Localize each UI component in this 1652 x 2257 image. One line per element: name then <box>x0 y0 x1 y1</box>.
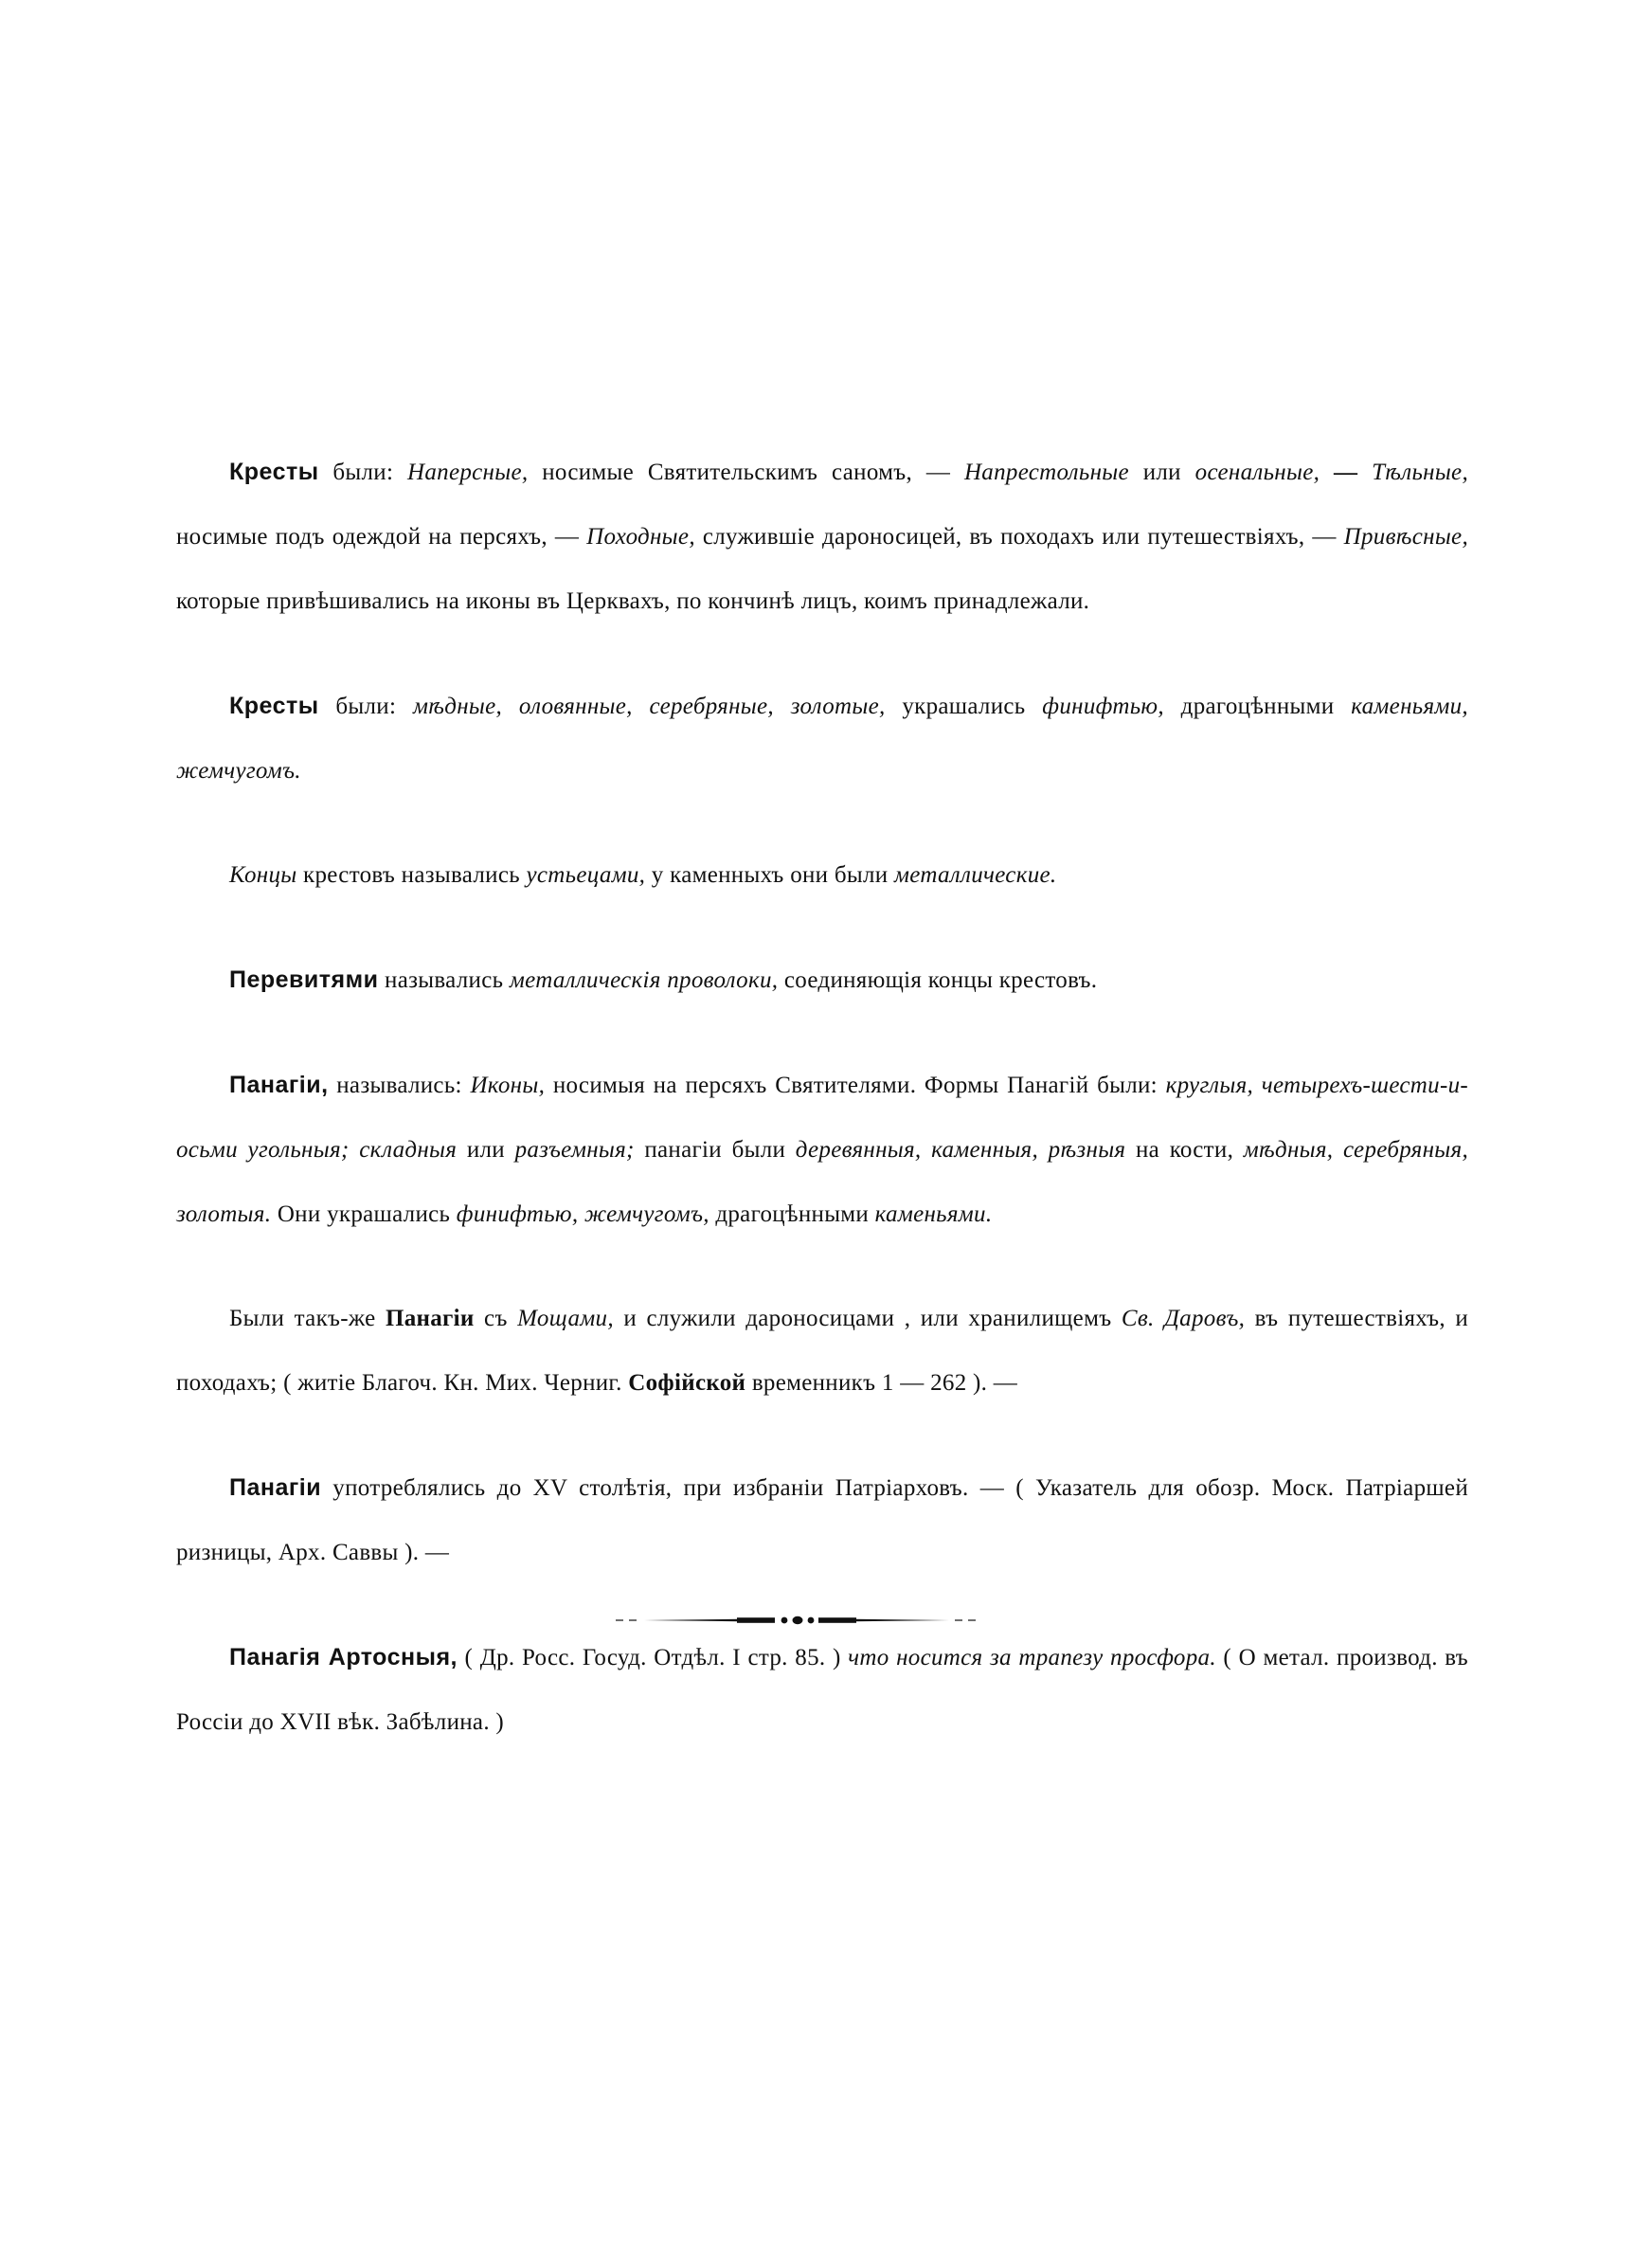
text-segment-normal: и служили дароносицами , или хранилищемъ <box>613 1306 1122 1331</box>
text-segment-term: Панагіи, <box>229 1072 329 1098</box>
text-segment-term: Перевитями <box>229 966 379 993</box>
text-segment-italic: серебряные, <box>649 694 774 719</box>
text-segment-italic: каменьями, жемчугомъ. <box>176 694 1468 784</box>
text-segment-italic: устьецами, <box>526 862 646 888</box>
text-segment-term: Панагія Артосныя, <box>229 1644 458 1670</box>
text-segment-normal: назывались <box>378 967 510 993</box>
text-segment-italic: Мощами, <box>517 1306 614 1331</box>
text-segment-normal: временникъ 1 — 262 ). — <box>745 1370 1018 1396</box>
text-segment-italic: Наперсные, <box>407 460 529 485</box>
text-segment-bold: — <box>1320 460 1373 485</box>
text-segment-normal: на кости, <box>1125 1137 1244 1163</box>
text-segment-normal <box>502 694 519 719</box>
text-segment-italic: финифтью, <box>1042 694 1164 719</box>
text-segment-normal: крестовъ назывались <box>296 862 527 888</box>
text-segment-italic: складныя <box>359 1137 458 1163</box>
text-segment-italic: что носится за трапезу просфора. <box>848 1645 1216 1670</box>
text-segment-term: Кресты <box>229 459 319 485</box>
paragraph-cross-ends <box>176 843 1468 908</box>
text-segment-normal: назывались: <box>328 1073 471 1098</box>
paragraph-panagia-artos <box>176 1625 1468 1755</box>
text-segment-normal <box>633 694 650 719</box>
text-segment-bold: Софійской <box>628 1370 746 1396</box>
text-segment-italic: Тѣльные, <box>1372 460 1468 485</box>
text-segment-normal: панагіи были <box>634 1137 796 1163</box>
text-segment-normal: съ <box>474 1306 518 1331</box>
text-segment-normal: были: <box>318 460 408 485</box>
text-segment-italic: деревянныя, каменныя, рѣзныя <box>795 1137 1126 1163</box>
text-segment-normal: драгоцѣнными <box>709 1201 875 1227</box>
paragraph-panagias-relics <box>176 1287 1468 1416</box>
text-segment-term: Панагіи <box>229 1474 322 1501</box>
text-segment-normal: въ путешествіяхъ, и походахъ; ( житіе Благоч. Кн. Мих. Черниг. <box>176 1306 1469 1396</box>
text-segment-normal: служившіе дароносицей, въ походахъ или путешествіяхъ, — <box>694 524 1344 550</box>
text-segment-italic: металлическія проволоки, <box>509 967 779 993</box>
text-segment-normal: драгоцѣнными <box>1163 694 1352 719</box>
text-segment-normal: носимыя на персяхъ Святителями. Формы Панагій были: <box>545 1073 1166 1098</box>
paragraph-crosses-types <box>176 440 1468 634</box>
text-segment-normal: употреблялись до XV столѣтія, при избраніи Патріарховъ. — ( Указатель для обозр. Моск. Патріаршей ризницы, Арх. Саввы ). — <box>176 1475 1468 1565</box>
text-segment-italic: золотые, <box>790 694 886 719</box>
text-segment-normal: соединяющія концы крестовъ. <box>778 967 1098 993</box>
paragraph-perevity <box>176 948 1468 1013</box>
text-segment-normal: которые привѣшивались на иконы въ Церквахъ, по кончинѣ лицъ, коимъ принадлежали. <box>176 588 1090 614</box>
text-segment-italic: металлические. <box>894 862 1057 888</box>
text-segment-italic: мѣдныя, серебряныя, золотыя. <box>176 1137 1468 1227</box>
text-segment-normal: у каменныхъ они были <box>645 862 895 888</box>
text-segment-normal: Были такъ-же <box>229 1306 386 1331</box>
text-segment-italic: Иконы, <box>470 1073 546 1098</box>
text-segment-italic: Св. Даровъ, <box>1121 1306 1246 1331</box>
text-segment-italic: Концы <box>229 862 297 888</box>
text-segment-normal: украшались <box>885 694 1043 719</box>
paragraph-panagias <box>176 1053 1468 1247</box>
text-block <box>176 440 1468 1795</box>
text-segment-bold: Панагіи <box>385 1306 475 1331</box>
text-segment-italic: оловянные, <box>518 694 633 719</box>
text-segment-normal: носимые подъ одеждой на персяхъ, — <box>176 524 587 550</box>
text-segment-normal: носимые Святительскимъ саномъ, — <box>528 460 964 485</box>
paragraph-crosses-materials <box>176 674 1468 803</box>
text-segment-normal: или <box>1128 460 1195 485</box>
text-segment-normal: или <box>457 1137 515 1163</box>
text-segment-normal <box>774 694 791 719</box>
text-segment-term: Кресты <box>229 693 319 719</box>
text-segment-italic: Привѣсные, <box>1343 524 1468 550</box>
text-segment-italic: осенальные, <box>1194 460 1320 485</box>
text-segment-normal: ( Др. Росс. Госуд. Отдѣл. I стр. 85. ) <box>458 1645 849 1670</box>
text-segment-normal <box>350 1137 360 1163</box>
text-segment-italic: круглыя, четырехъ-шести-и-осьми угольныя; <box>176 1073 1469 1163</box>
paragraph-panagias-usage <box>176 1455 1468 1585</box>
text-segment-italic: финифтью, жемчугомъ, <box>456 1201 709 1227</box>
text-segment-italic: мѣдные, <box>413 694 503 719</box>
text-segment-italic: разъемныя; <box>514 1137 635 1163</box>
text-segment-italic: Походные, <box>586 524 695 550</box>
text-segment-italic: Напрестольные <box>963 460 1129 485</box>
text-segment-italic: каменьями. <box>874 1201 993 1227</box>
decorative-rule-icon <box>616 1611 1014 1630</box>
text-segment-normal: Они украшались <box>271 1201 457 1227</box>
text-segment-normal: были: <box>318 694 414 719</box>
text-segment-normal: ( О метал. производ. въ Россіи до XVII вѣк. Забѣлина. ) <box>176 1645 1468 1735</box>
